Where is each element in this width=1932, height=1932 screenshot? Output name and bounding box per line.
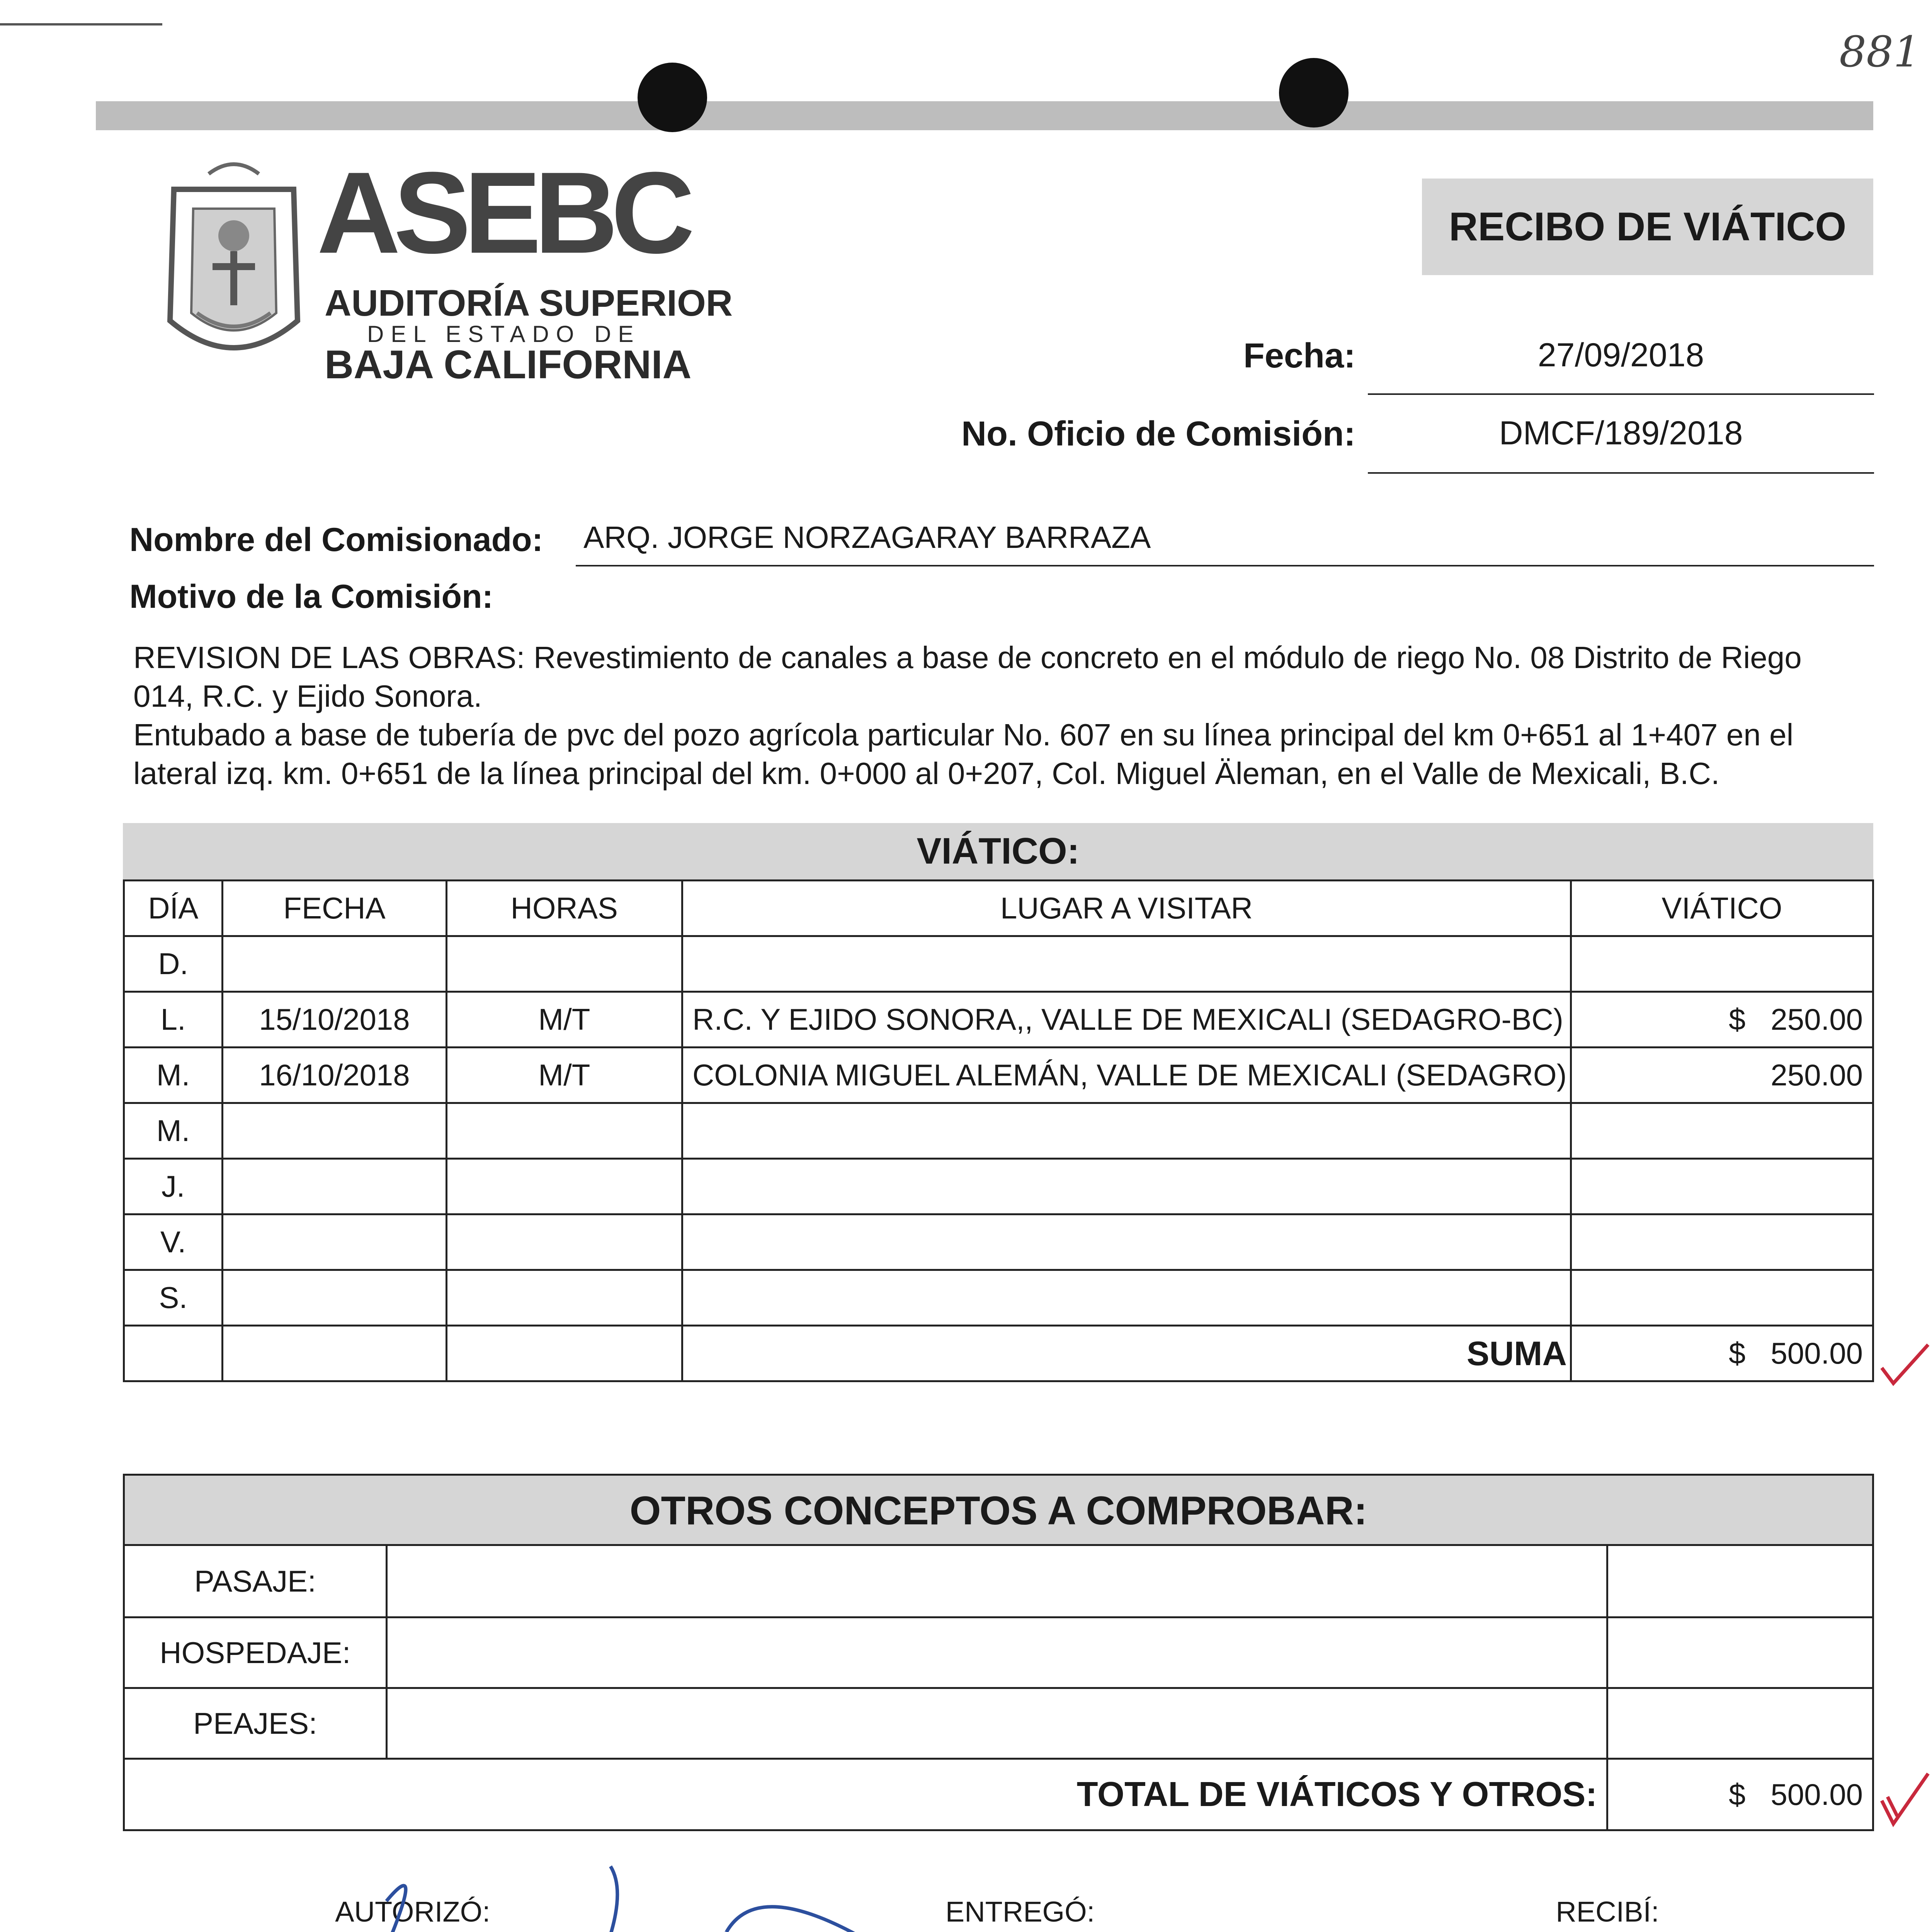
otros-label-pasaje: PASAJE: — [124, 1545, 387, 1617]
cell-viatico — [1571, 1270, 1873, 1326]
asebc-logo — [151, 148, 733, 402]
otros-amount — [1607, 1688, 1873, 1759]
cell-horas: M/T — [446, 1048, 682, 1103]
motivo-label: Motivo de la Comisión: — [129, 578, 493, 615]
cell-horas — [446, 936, 682, 992]
viatico-header-row — [124, 881, 1873, 936]
table-row — [124, 1545, 1873, 1617]
signature-autorizo-icon — [155, 1839, 696, 1932]
check-mark-icon — [1878, 1341, 1932, 1391]
document-title: RECIBO DE VIÁTICO — [1449, 204, 1847, 249]
col-header-viatico: VIÁTICO — [1571, 881, 1873, 936]
cell-viatico — [1571, 936, 1873, 992]
cell-dia: D. — [124, 936, 223, 992]
fecha-underline — [1368, 393, 1874, 395]
col-header-lugar: LUGAR A VISITAR — [682, 881, 1571, 936]
motivo-line: 014, R.C. y Ejido Sonora. — [133, 679, 482, 713]
suma-label: SUMA — [682, 1326, 1571, 1381]
viatico-table — [123, 879, 1874, 1382]
table-row — [124, 1617, 1873, 1688]
logo-line1: AUDITORÍA SUPERIOR — [325, 282, 733, 324]
fecha-label: Fecha: — [1243, 337, 1355, 375]
otros-detail — [386, 1688, 1607, 1759]
table-row — [124, 992, 1873, 1048]
table-row — [124, 936, 1873, 992]
table-row — [124, 1688, 1873, 1759]
cell-fecha — [223, 1159, 446, 1214]
logo-line2: DEL ESTADO DE — [367, 321, 641, 347]
oficio-underline — [1368, 472, 1874, 474]
otros-section-header — [123, 1474, 1874, 1546]
otros-table — [123, 1544, 1874, 1831]
table-row — [124, 1103, 1873, 1159]
otros-detail — [386, 1545, 1607, 1617]
logo-acronym: ASEBC — [317, 148, 688, 277]
cell-viatico: $ 250.00 — [1571, 992, 1873, 1048]
otros-detail — [386, 1617, 1607, 1688]
cell-dia: V. — [124, 1214, 223, 1270]
sig-role-entrego: ENTREGÓ: — [945, 1896, 1095, 1928]
cell-fecha — [223, 1103, 446, 1159]
otros-amount — [1607, 1545, 1873, 1617]
page-number: 881 — [1839, 27, 1920, 77]
table-row — [124, 1159, 1873, 1214]
motivo-text — [133, 638, 1872, 793]
cell-fecha — [223, 1214, 446, 1270]
cell-horas: M/T — [446, 992, 682, 1048]
check-mark-icon — [1878, 1770, 1932, 1828]
punch-hole-right — [1279, 58, 1349, 128]
cell-lugar: COLONIA MIGUEL ALEMÁN, VALLE DE MEXICALI (SEDAGRO) — [682, 1048, 1571, 1103]
otros-label-peajes: PEAJES: — [124, 1688, 387, 1759]
cell-lugar — [682, 1103, 1571, 1159]
table-row — [124, 1270, 1873, 1326]
col-header-dia: DÍA — [124, 881, 223, 936]
cell-lugar — [682, 1214, 1571, 1270]
cell-empty — [446, 1326, 682, 1381]
total-value: $ 500.00 — [1607, 1759, 1873, 1830]
viatico-title: VIÁTICO: — [917, 830, 1080, 872]
cell-lugar: R.C. Y EJIDO SONORA,, VALLE DE MEXICALI (SEDAGRO-BC) — [682, 992, 1571, 1048]
logo-line3: BAJA CALIFORNIA — [325, 342, 692, 387]
table-row — [124, 1214, 1873, 1270]
cell-horas — [446, 1103, 682, 1159]
cell-viatico — [1571, 1159, 1873, 1214]
cell-lugar — [682, 1270, 1571, 1326]
cell-dia: M. — [124, 1048, 223, 1103]
sig-role-autorizo: AUTORIZÓ: — [335, 1896, 490, 1928]
viatico-section-header — [123, 823, 1873, 879]
table-row — [124, 1048, 1873, 1103]
cell-fecha — [223, 1270, 446, 1326]
cell-fecha — [223, 936, 446, 992]
cell-fecha: 16/10/2018 — [223, 1048, 446, 1103]
sig-role-recibi: RECIBÍ: — [1556, 1896, 1659, 1928]
suma-row — [124, 1326, 1873, 1381]
cell-dia: L. — [124, 992, 223, 1048]
total-label: TOTAL DE VIÁTICOS Y OTROS: — [124, 1759, 1607, 1830]
comisionado-label: Nombre del Comisionado: — [129, 521, 543, 558]
otros-label-hospedaje: HOSPEDAJE: — [124, 1617, 387, 1688]
total-row — [124, 1759, 1873, 1830]
punch-hole-left — [638, 63, 707, 132]
cell-fecha: 15/10/2018 — [223, 992, 446, 1048]
comisionado-underline — [576, 565, 1874, 566]
cell-dia: S. — [124, 1270, 223, 1326]
cell-viatico: 250.00 — [1571, 1048, 1873, 1103]
col-header-horas: HORAS — [446, 881, 682, 936]
motivo-line: lateral izq. km. 0+651 de la línea principal del km. 0+000 al 0+207, Col. Miguel Äleman, en el Valle de Mexicali, B.C. — [133, 756, 1720, 791]
top-corner-mark — [0, 23, 162, 26]
oficio-label: No. Oficio de Comisión: — [961, 415, 1355, 453]
motivo-line: REVISION DE LAS OBRAS: Revestimiento de canales a base de concreto en el módulo de riego No. 08 Distrito de Riego — [133, 640, 1802, 675]
otros-amount — [1607, 1617, 1873, 1688]
signature-entrego-icon — [703, 1878, 1321, 1932]
comisionado-value: ARQ. JORGE NORZAGARAY BARRAZA — [583, 520, 1151, 554]
suma-value: $ 500.00 — [1571, 1326, 1873, 1381]
oficio-value: DMCF/189/2018 — [1499, 415, 1743, 452]
cell-horas — [446, 1214, 682, 1270]
cell-empty — [223, 1326, 446, 1381]
cell-viatico — [1571, 1103, 1873, 1159]
cell-viatico — [1571, 1214, 1873, 1270]
cell-lugar — [682, 1159, 1571, 1214]
cell-lugar — [682, 936, 1571, 992]
state-seal-icon — [151, 158, 317, 390]
cell-dia: J. — [124, 1159, 223, 1214]
document-title-box — [1422, 179, 1873, 275]
cell-horas — [446, 1159, 682, 1214]
cell-horas — [446, 1270, 682, 1326]
top-bar — [96, 101, 1873, 130]
cell-dia: M. — [124, 1103, 223, 1159]
fecha-value: 27/09/2018 — [1537, 337, 1704, 374]
cell-empty — [124, 1326, 223, 1381]
motivo-line: Entubado a base de tubería de pvc del pozo agrícola particular No. 607 en su línea principal del km 0+651 al 1+407 en el — [133, 718, 1794, 752]
col-header-fecha: FECHA — [223, 881, 446, 936]
otros-title: OTROS CONCEPTOS A COMPROBAR: — [629, 1488, 1367, 1533]
